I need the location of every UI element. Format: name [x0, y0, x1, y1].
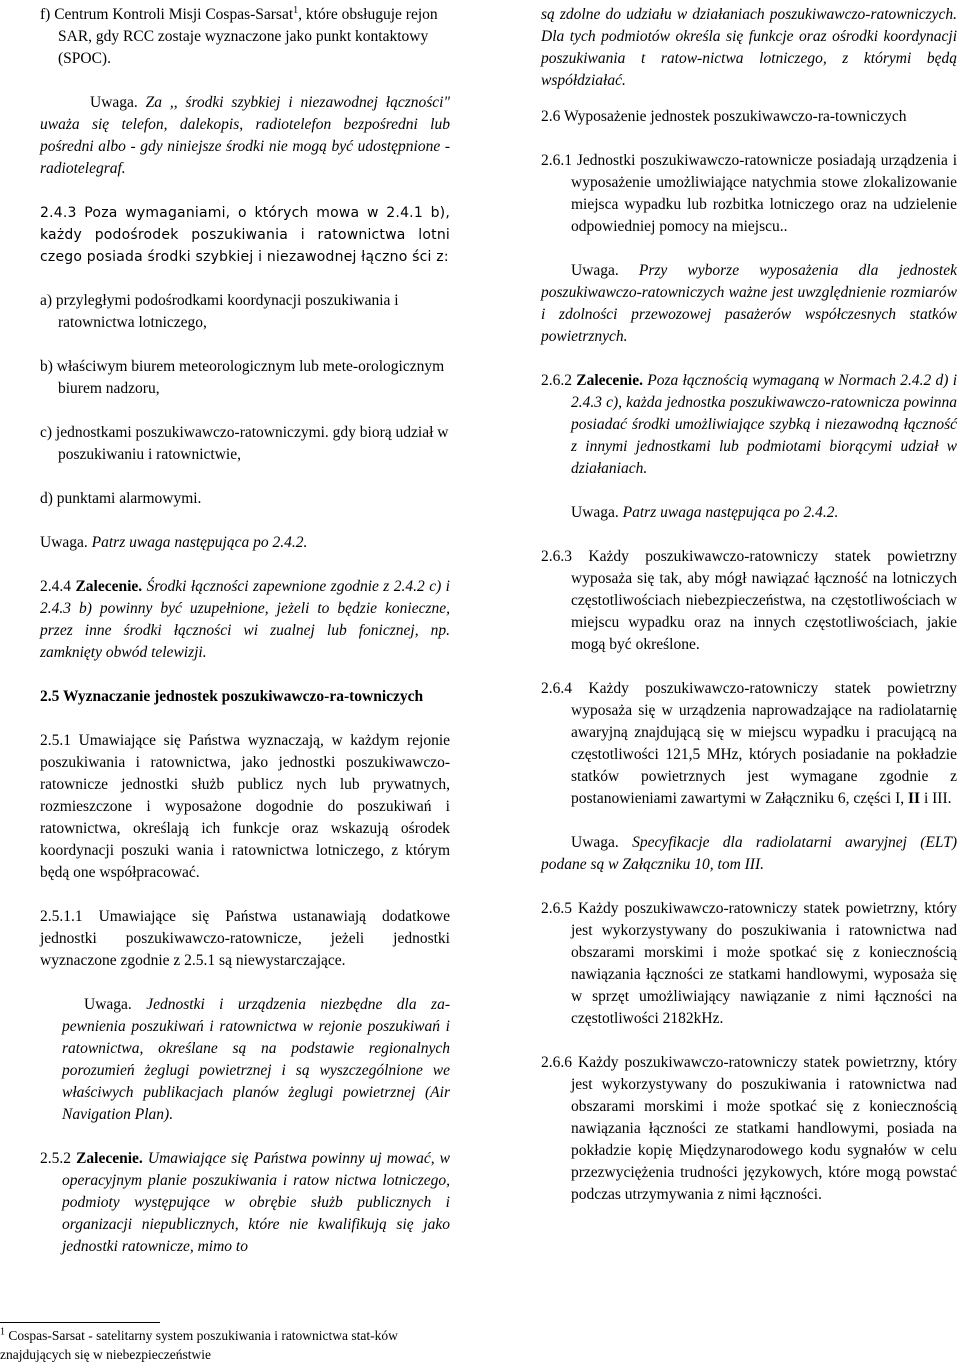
- footnote-ref: 1: [293, 4, 299, 16]
- note-4: [541, 260, 957, 348]
- note-text: Specyfikacje dla radiolatarni awaryjnej (ELT) podane są w Załączniku 10, tom III.: [541, 834, 957, 873]
- note-text: Przy wyborze wyposażenia dla jednostek poszukiwawczo-ratowniczych ważne jest uwzględnienie rozmiarów i zdolności przewozowej pasażerów współczesnych statków powietrznych.: [541, 262, 957, 345]
- paragraph-2-6-5: 2.6.5 Każdy poszukiwawczo-ratowniczy statek powietrzny, który jest wykorzystywany do poszukiwania i ratownictwa nad obszarami morskimi i może spotkać się z koniecznością nawiązania łączności ze statkami handlowymi, wyposaża się w sprzęt umożliwiający nawiązanie z nimi łączności na częstotliwości 2182kHz.: [541, 900, 957, 1027]
- note-text: Patrz uwaga następująca po 2.4.2.: [618, 504, 839, 521]
- footnote-mark: 1: [0, 1326, 5, 1338]
- note-label: Uwaga.: [571, 504, 619, 521]
- text: f) Centrum Kontroli Misji Cospas-Sarsat: [40, 6, 294, 23]
- recommendation-label: Zalecenie.: [576, 372, 643, 389]
- list-item-a: a) przyległymi podośrodkami koordynacji poszukiwania i ratownictwa lotniczego,: [40, 292, 399, 331]
- footnote-text: Cospas-Sarsat - satelitarny system poszukiwania i ratownictwa stat-ków znajdujących się w niebezpieczeństwie: [0, 1328, 398, 1362]
- paragraph-2-6-2: [541, 370, 957, 480]
- paragraph-2-6-4: [541, 678, 957, 810]
- note-label: Uwaga.: [571, 834, 619, 851]
- note-text: Jednostki i urządzenia niezbędne dla za-pewnienia poszukiwań i ratownictwa w rejonie poszukiwań i ratownictwa, określane są na podstawie regionalnych porozumień żeglugi powietrznej i są wyszczególnione we właściwych publikacjach planów żeglugi powietrznej (Air Navigation Plan).: [62, 996, 450, 1123]
- note-label: Uwaga.: [40, 534, 88, 551]
- section-number: 2.6.2: [541, 372, 577, 389]
- note-text: Patrz uwaga następująca po 2.4.2.: [87, 534, 308, 551]
- right-column: [541, 4, 957, 1206]
- note-5: [541, 502, 957, 524]
- text: 2.6.4 Każdy poszukiwawczo-ratowniczy statek powietrzny wyposaża się w urządzenia naprowadzające na radiolatarnię awaryjną znajdującą się w miejscu wypadku i pracującą na częstotliwości 121,5 MHz, których posiadanie na pokładzie statków powietrznych jest wymagane zgodnie z postanowieniami zawartymi w Załączniku 6, części I,: [541, 680, 957, 807]
- recommendation-label: Zalecenie.: [75, 578, 143, 595]
- note-3: [40, 994, 450, 1126]
- text: i III.: [920, 790, 952, 807]
- note-text: Za ,, środki szybkiej i niezawodnej łączności" uważa się telefon, dalekopis, radiotelefon bezpośredni lub pośredni albo - gdy niniejsze środki nie mogą być udostępnione - radiotelegraf.: [40, 94, 450, 177]
- continued-paragraph: są zdolne do udziału w działaniach poszukiwawczo-ratowniczych. Dla tych podmiotów określa się funkcje oraz ośrodki koordynacji poszukiwania t ratow-nictwa lotniczego, z którymi będą współdziałać.: [541, 6, 957, 89]
- text: , które obsługuje rejon SAR, gdy RCC zostaje wyznaczone jako punkt kontaktowy (SPOC).: [58, 6, 438, 67]
- note-6: [541, 832, 957, 876]
- recommendation-label: Zalecenie.: [76, 1150, 143, 1167]
- note-label: Uwaga.: [571, 262, 619, 279]
- note-label: Uwaga.: [84, 996, 132, 1013]
- text: 2.4.3 Poza wymaganiami, o których mowa w 2.4.1 b), każdy podośrodek poszukiwania i ratownictwa lotni czego posiada środki szybkiej i niezawodnej łączno ści z:: [40, 205, 450, 265]
- paragraph-2-4-4: [40, 576, 450, 664]
- note-2: [40, 532, 450, 554]
- paragraph-2-4-3: [40, 202, 450, 268]
- section-number: 2.5.2: [40, 1150, 77, 1167]
- footnote: [0, 1326, 440, 1364]
- left-column: [40, 4, 450, 1258]
- paragraph-f: [40, 4, 450, 70]
- paragraph-2-5-1: 2.5.1 Umawiające się Państwa wyznaczają, w każdym rejonie poszukiwania i ratownictwa, jako jednostki poszukiwawczo-ratownicze jednostki służb publicz nych lub prywatnych, rozmieszczone i wyposażone dogodnie do poszukiwań i ratownictwa, określają ich funkcje oraz wskazują ośrodek koordynacji poszuki wania i ratownictwa lotniczego, z którym będą one współpracować.: [40, 732, 450, 881]
- part-number: II: [908, 790, 921, 807]
- list-item-c: c) jednostkami poszukiwawczo-ratowniczymi. gdy biorą udział w poszukiwaniu i ratownictwie,: [40, 424, 449, 463]
- footnote-divider: [0, 1322, 160, 1323]
- text: Poza łącznością wymaganą w Normach 2.4.2 d) i 2.4.3 c), każda jednostka poszukiwawczo-ratownicza powinna posiadać środki umożliwiające szybką i niezawodną łączność z innymi jednostkami lub podmiotami biorącymi udział w działaniach.: [571, 372, 958, 477]
- paragraph-2-5-1-1: 2.5.1.1 Umawiające się Państwa ustanawiają dodatkowe jednostki poszukiwawczo-ratownicze, jeżeli jednostki wyznaczone zgodnie z 2.5.1 są niewystarczające.: [40, 908, 450, 969]
- paragraph-2-6-3: 2.6.3 Każdy poszukiwawczo-ratowniczy statek powietrzny wyposaża się tak, aby mógł nawiązać łączność na lotniczych częstotliwościach niebezpieczeństwa, na częstotliwościach w miejscu wypadku oraz na innych częstotliwościach, jakie mogą być określone.: [541, 548, 957, 653]
- paragraph-2-6-6: 2.6.6 Każdy poszukiwawczo-ratowniczy statek powietrzny, który jest wykorzystywany do poszukiwania i ratownictwa nad obszarami morskimi i może spotkać się z koniecznością nawiązania łączności ze statkami handlowymi, posiada na pokładzie kopię Międzynarodowego kodu sygnałów w celu przezwyciężenia trudności językowych, które mogą powstać podczas utrzymywania z nimi łączności.: [541, 1054, 957, 1203]
- text: Umawiające się Państwa powinny uj mować, w operacyjnym planie poszukiwania i ratow nictwa lotniczego, podmioty występujące w obrębie służb publicznych i organizacji niepublicznych, które nie kwalifikują się jako jednostki ratownicze, mimo to: [62, 1150, 450, 1255]
- section-number: 2.4.4: [40, 578, 76, 595]
- list-item-d: d) punktami alarmowymi.: [40, 490, 202, 507]
- note-1: [40, 92, 450, 180]
- heading-2-5: 2.5 Wyznaczanie jednostek poszukiwawczo-ra-towniczych: [40, 688, 424, 705]
- heading-2-6: 2.6 Wyposażenie jednostek poszukiwawczo-ra-towniczych: [541, 108, 907, 125]
- note-label: Uwaga.: [90, 94, 138, 111]
- text: Środki łączności zapewnione zgodnie z 2.4.2 c) i 2.4.3 b) powinny być uzupełnione, jeżeli to będzie konieczne, przez inne środki łączności wi zualnej lub fonicznej, np. zamknięty obwód telewizji.: [40, 578, 450, 661]
- paragraph-2-6-1: 2.6.1 Jednostki poszukiwawczo-ratownicze posiadają urządzenia i wyposażenie umożliwiające natychmia stowe zlokalizowanie miejsca wypadku lub rozbitka lotniczego oraz na udzielenie odpowiedniej pomocy na miejscu..: [541, 152, 957, 235]
- list-item-b: b) właściwym biurem meteorologicznym lub mete-orologicznym biurem nadzoru,: [40, 358, 445, 397]
- paragraph-2-5-2: [40, 1148, 450, 1258]
